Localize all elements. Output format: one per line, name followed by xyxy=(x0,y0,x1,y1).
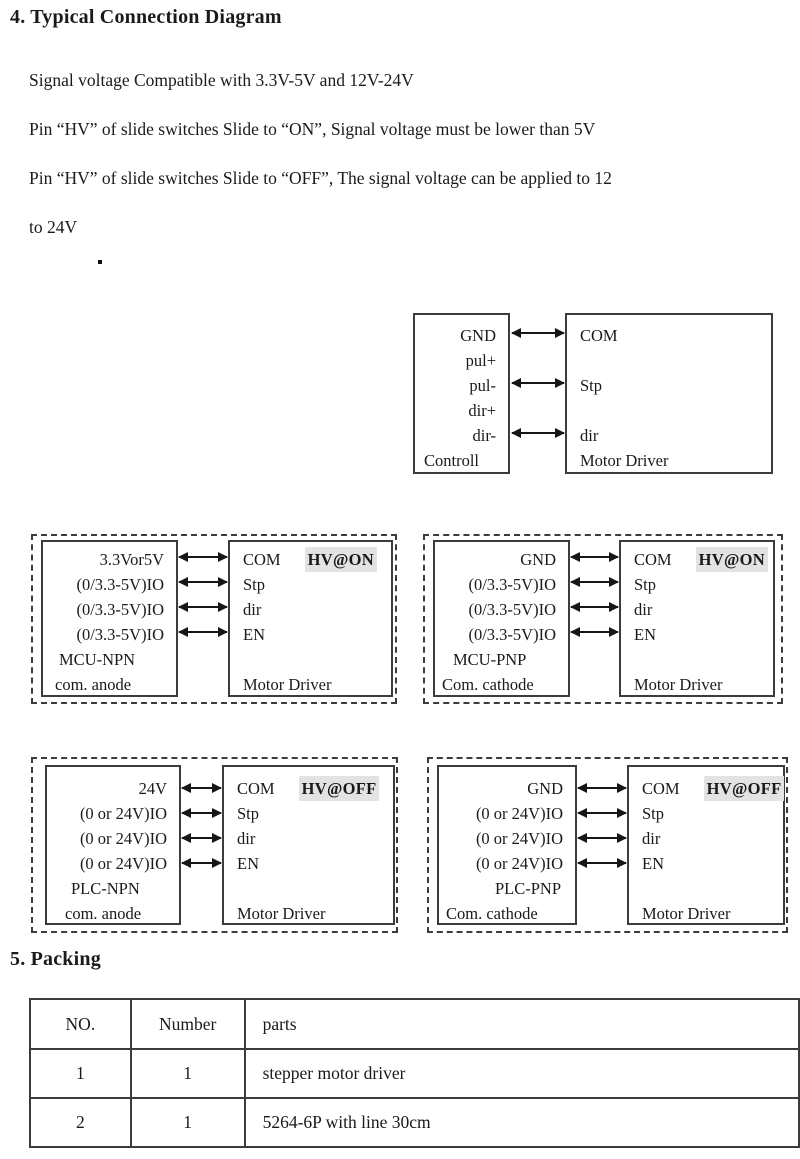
device-label: PLC-PNP xyxy=(495,879,562,898)
header-number: Number xyxy=(131,999,245,1049)
pin-label: GND xyxy=(520,550,556,569)
header-parts: parts xyxy=(245,999,799,1049)
connection-arrow xyxy=(578,862,626,864)
pin-label: (0 or 24V)IO xyxy=(475,829,563,848)
connection-arrow xyxy=(182,862,221,864)
pin-label: EN xyxy=(237,854,259,873)
pin-label: GND xyxy=(527,779,563,798)
connection-arrow xyxy=(571,581,618,583)
paragraph-hv-off: Pin “HV” of slide switches Slide to “OFF”, The signal voltage can be applied to 12 xyxy=(29,168,612,188)
table-row xyxy=(30,1098,799,1147)
connection-arrow xyxy=(512,382,564,384)
paragraph-signal-voltage: Signal voltage Compatible with 3.3V-5V and 12V-24V xyxy=(29,70,414,90)
controller-pin: pul+ xyxy=(465,351,496,370)
pin-label: dir xyxy=(642,829,661,848)
section-4-heading: 4. Typical Connection Diagram xyxy=(10,6,282,28)
table-header-row xyxy=(30,999,799,1049)
pin-label: COM xyxy=(634,550,672,569)
pin-label: (0 or 24V)IO xyxy=(475,804,563,823)
device-label: PLC-NPN xyxy=(71,879,140,898)
plc-pnp-box xyxy=(437,765,577,925)
pin-label: EN xyxy=(642,854,664,873)
pin-label: (0/3.3-5V)IO xyxy=(76,575,164,594)
motor-driver-box xyxy=(619,540,775,697)
controller-pin: GND xyxy=(460,326,496,345)
connection-arrow xyxy=(179,631,227,633)
paragraph-to-24v: to 24V xyxy=(29,217,78,237)
connection-arrow xyxy=(182,812,221,814)
diagram-mcu-npn xyxy=(31,534,397,704)
pin-label: Stp xyxy=(243,575,266,594)
motor-driver-box xyxy=(222,765,395,925)
driver-pin: dir xyxy=(580,426,599,445)
controller-label: Controll xyxy=(424,451,480,470)
header-no: NO. xyxy=(30,999,131,1049)
diagram-plc-pnp xyxy=(427,757,788,933)
pin-label: COM xyxy=(237,779,275,798)
connection-arrow xyxy=(179,606,227,608)
controller-box xyxy=(413,313,510,474)
hv-mode-badge: HV@ON xyxy=(696,547,768,572)
pin-label: (0 or 24V)IO xyxy=(79,829,167,848)
cell-number: 1 xyxy=(131,1098,245,1147)
connection-arrow xyxy=(182,837,221,839)
pin-label: dir xyxy=(243,600,262,619)
connection-arrow xyxy=(578,787,626,789)
pin-label: (0/3.3-5V)IO xyxy=(76,625,164,644)
common-label: com. anode xyxy=(55,675,132,694)
driver-pin: Stp xyxy=(580,376,603,395)
driver-label: Motor Driver xyxy=(237,904,326,923)
cell-parts: stepper motor driver xyxy=(245,1049,799,1098)
mcu-npn-box xyxy=(41,540,178,697)
motor-driver-box xyxy=(228,540,393,697)
stray-period-mark xyxy=(98,260,102,264)
device-label: MCU-PNP xyxy=(453,650,527,669)
pin-label: EN xyxy=(634,625,656,644)
driver-label: Motor Driver xyxy=(243,675,332,694)
driver-label: Motor Driver xyxy=(634,675,723,694)
mcu-pnp-box xyxy=(433,540,570,697)
connection-arrow xyxy=(179,581,227,583)
pin-label: COM xyxy=(243,550,281,569)
cell-no: 2 xyxy=(30,1098,131,1147)
diagram-mcu-pnp xyxy=(423,534,783,704)
pin-label: Stp xyxy=(634,575,657,594)
hv-mode-badge: HV@ON xyxy=(305,547,377,572)
pin-label: (0/3.3-5V)IO xyxy=(468,600,556,619)
controller-pin: pul- xyxy=(469,376,496,395)
driver-label: Motor Driver xyxy=(580,451,669,470)
pin-label: COM xyxy=(642,779,680,798)
connection-arrow xyxy=(512,432,564,434)
motor-driver-box xyxy=(565,313,773,474)
common-label: Com. cathode xyxy=(446,904,538,923)
hv-mode-badge: HV@OFF xyxy=(299,776,380,801)
paragraph-hv-on: Pin “HV” of slide switches Slide to “ON”, Signal voltage must be lower than 5V xyxy=(29,119,596,139)
pin-label: (0 or 24V)IO xyxy=(79,804,167,823)
common-label: com. anode xyxy=(65,904,142,923)
pin-label: 24V xyxy=(138,779,167,798)
pin-label: Stp xyxy=(642,804,665,823)
pin-label: (0 or 24V)IO xyxy=(475,854,563,873)
pin-label: EN xyxy=(243,625,265,644)
section-5-heading: 5. Packing xyxy=(10,948,101,970)
table-row xyxy=(30,1049,799,1098)
connection-arrow xyxy=(571,631,618,633)
hv-mode-badge: HV@OFF xyxy=(704,776,785,801)
pin-label: dir xyxy=(237,829,256,848)
cell-no: 1 xyxy=(30,1049,131,1098)
pin-label: 3.3Vor5V xyxy=(99,550,164,569)
plc-npn-box xyxy=(45,765,181,925)
common-label: Com. cathode xyxy=(442,675,534,694)
cell-parts: 5264-6P with line 30cm xyxy=(245,1098,799,1147)
pin-label: dir xyxy=(634,600,653,619)
pin-label: (0 or 24V)IO xyxy=(79,854,167,873)
controller-pin: dir- xyxy=(472,426,496,445)
driver-pin: COM xyxy=(580,326,618,345)
connection-arrow xyxy=(578,837,626,839)
connection-arrow xyxy=(512,332,564,334)
controller-pin: dir+ xyxy=(468,401,496,420)
diagram-plc-npn xyxy=(31,757,398,933)
pin-label: Stp xyxy=(237,804,260,823)
connection-arrow xyxy=(179,556,227,558)
connection-arrow xyxy=(182,787,221,789)
pin-label: (0/3.3-5V)IO xyxy=(468,625,556,644)
pin-label: (0/3.3-5V)IO xyxy=(468,575,556,594)
cell-number: 1 xyxy=(131,1049,245,1098)
connection-arrow xyxy=(571,606,618,608)
device-label: MCU-NPN xyxy=(59,650,136,669)
connection-arrow xyxy=(571,556,618,558)
driver-label: Motor Driver xyxy=(642,904,731,923)
pin-label: (0/3.3-5V)IO xyxy=(76,600,164,619)
connection-arrow xyxy=(578,812,626,814)
motor-driver-box xyxy=(627,765,785,925)
packing-table xyxy=(29,998,800,1148)
